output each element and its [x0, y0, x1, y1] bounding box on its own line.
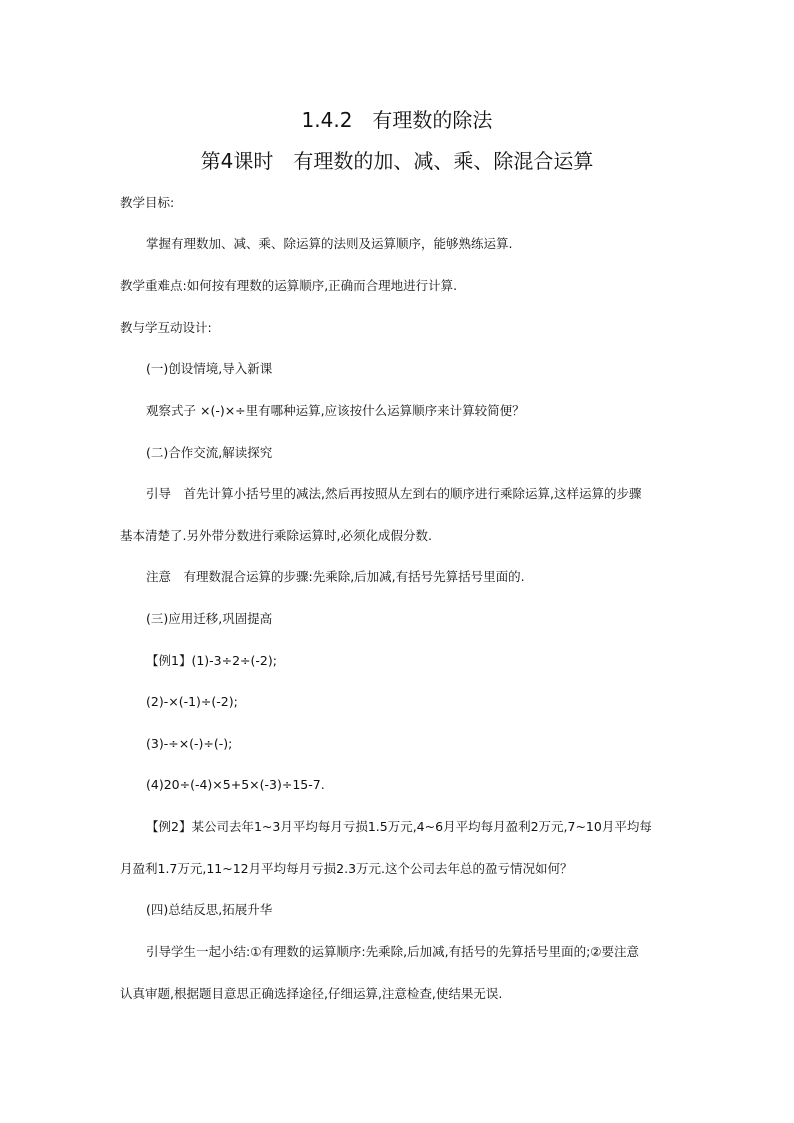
text-line: 观察式子 ×(-)×÷里有哪种运算,应该按什么运算顺序来计算较简便？ — [146, 403, 525, 418]
example-line: (4)20÷(-4)×5+5×(-3)÷15-7. — [146, 777, 325, 792]
text-line: 教学目标: — [120, 195, 175, 210]
page-subtitle: 第4课时 有理数的加、减、乘、除混合运算 — [200, 149, 594, 173]
section-heading: (一)创设情境,导入新课 — [146, 361, 273, 376]
text-line: 引导学生一起小结:①有理数的运算顺序:先乘除,后加减,有括号的先算括号里面的;②要注意 — [146, 944, 639, 959]
text-line: 注意 有理数混合运算的步骤:先乘除,后加减,有括号先算括号里面的. — [146, 569, 525, 584]
example-line: (3)-÷×(-)÷(-); — [146, 736, 233, 751]
text-line: 认真审题,根据题目意思正确选择途径,仔细运算,注意检查,使结果无误. — [120, 986, 503, 1001]
example-line: 月盈利1.7万元,11~12月平均每月亏损2.3万元.这个公司去年总的盈亏情况如何？ — [120, 861, 573, 876]
text-line: 引导 首先计算小括号里的减法,然后再按照从左到右的顺序进行乘除运算,这样运算的步骤 — [146, 486, 642, 501]
text-line: 基本清楚了.另外带分数进行乘除运算时,必须化成假分数. — [120, 528, 432, 543]
example-line: 【例1】(1)-3÷2÷(-2); — [146, 653, 277, 668]
text-line: 掌握有理数加、减、乘、除运算的法则及运算顺序，能够熟练运算. — [146, 236, 513, 251]
section-heading: (二)合作交流,解读探究 — [146, 445, 273, 460]
text-line: 教学重难点:如何按有理数的运算顺序,正确而合理地进行计算. — [120, 278, 458, 293]
example-line: 【例2】某公司去年1~3月平均每月亏损1.5万元,4~6月平均每月盈利2万元,7~10月平均每 — [146, 819, 652, 834]
section-heading: (三)应用迁移,巩固提高 — [146, 611, 273, 626]
example-line: (2)-×(-1)÷(-2); — [146, 694, 238, 709]
section-heading: (四)总结反思,拓展升华 — [146, 902, 273, 917]
page-title: 1.4.2 有理数的除法 — [301, 108, 493, 132]
text-line: 教与学互动设计: — [120, 320, 212, 335]
